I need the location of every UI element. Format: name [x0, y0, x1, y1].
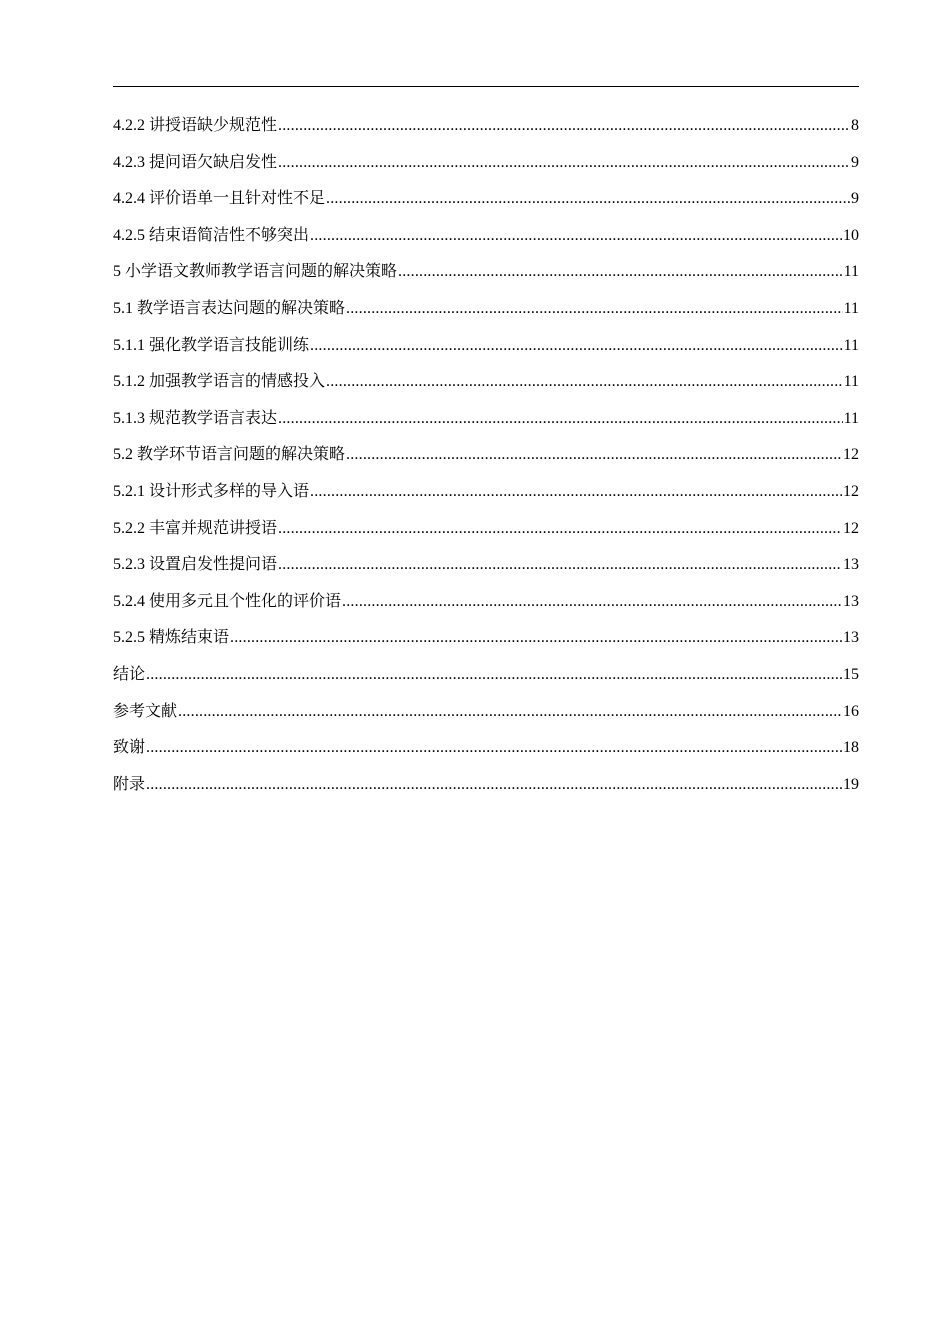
toc-dot-leader [326, 181, 850, 218]
toc-entry-title: 5.2.1 设计形式多样的导入语 [113, 482, 310, 500]
toc-entry-page: 12 [843, 519, 859, 537]
toc-entry-page: 15 [843, 665, 859, 683]
toc-dot-leader [278, 145, 850, 182]
toc-entry[interactable] [113, 364, 859, 401]
toc-dot-leader [398, 254, 843, 291]
toc-entry[interactable] [113, 584, 859, 621]
toc-entry[interactable] [113, 181, 859, 218]
toc-entry-title: 附录 [113, 775, 146, 793]
toc-entry-title: 结论 [113, 665, 146, 683]
toc-entry[interactable] [113, 328, 859, 365]
toc-entry-title: 5.1.2 加强教学语言的情感投入 [113, 373, 326, 391]
toc-entry-page: 12 [843, 446, 859, 464]
toc-dot-leader [310, 218, 842, 255]
toc-dot-leader [346, 291, 843, 328]
toc-entry-title: 5.2.5 精炼结束语 [113, 629, 230, 647]
toc-entry-page: 9 [851, 153, 859, 171]
toc-entry-page: 18 [843, 739, 859, 757]
toc-entry[interactable] [113, 437, 859, 474]
toc-entry-title: 5.2.4 使用多元且个性化的评价语 [113, 592, 342, 610]
toc-entry-title: 4.2.4 评价语单一且针对性不足 [113, 190, 326, 208]
toc-entry[interactable] [113, 657, 859, 694]
toc-entry-title: 5.1 教学语言表达问题的解决策略 [113, 299, 346, 317]
toc-entry-page: 16 [843, 702, 859, 720]
toc-entry-title: 5.1.1 强化教学语言技能训练 [113, 336, 310, 354]
toc-dot-leader [146, 657, 842, 694]
toc-dot-leader [278, 401, 843, 438]
toc-entry-page: 13 [843, 592, 859, 610]
toc-entry[interactable] [113, 620, 859, 657]
toc-entry-page: 8 [851, 117, 859, 134]
toc-entry-title: 4.2.3 提问语欠缺启发性 [113, 153, 278, 171]
toc-dot-leader [310, 474, 842, 511]
toc-entry-title: 5.2 教学环节语言问题的解决策略 [113, 446, 346, 464]
toc-entry[interactable] [113, 108, 859, 145]
toc-entry-title: 5.2.2 丰富并规范讲授语 [113, 519, 278, 537]
toc-entry[interactable] [113, 547, 859, 584]
toc-entry-page: 11 [843, 299, 859, 317]
toc-dot-leader [278, 547, 842, 584]
toc-entry-page: 13 [843, 629, 859, 647]
toc-entry[interactable] [113, 474, 859, 511]
toc-entry-page: 19 [843, 775, 859, 793]
toc-entry-page: 11 [843, 373, 859, 391]
toc-entry-title: 4.2.2 讲授语缺少规范性 [113, 117, 278, 134]
toc-dot-leader [342, 584, 842, 621]
toc-entry-page: 13 [843, 556, 859, 574]
toc-entry-title: 参考文献 [113, 702, 178, 720]
toc-entry-page: 9 [851, 190, 859, 208]
toc-entry-page: 10 [843, 226, 859, 244]
toc-dot-leader [146, 730, 842, 767]
toc-entry[interactable] [113, 218, 859, 255]
header-rule [113, 86, 859, 87]
toc-entry-page: 11 [843, 409, 859, 427]
toc-entry[interactable] [113, 694, 859, 731]
toc-entry-title: 4.2.5 结束语简洁性不够突出 [113, 226, 310, 244]
toc-dot-leader [230, 620, 842, 657]
toc-entry[interactable] [113, 767, 859, 804]
toc-entry[interactable] [113, 254, 859, 291]
toc-dot-leader [278, 511, 842, 548]
toc-dot-leader [178, 694, 842, 731]
toc-dot-leader [346, 437, 842, 474]
toc-entry-title: 5.2.3 设置启发性提问语 [113, 556, 278, 574]
toc-entry-title: 5.1.3 规范教学语言表达 [113, 409, 278, 427]
toc-entry-title: 5 小学语文教师教学语言问题的解决策略 [113, 263, 398, 281]
toc-entry-page: 11 [843, 263, 859, 281]
toc-entry-page: 11 [843, 336, 859, 354]
toc-entry[interactable] [113, 145, 859, 182]
toc-entry[interactable] [113, 730, 859, 767]
toc-dot-leader [278, 108, 850, 145]
toc-dot-leader [310, 328, 843, 365]
toc-dot-leader [326, 364, 843, 401]
toc-dot-leader [146, 767, 842, 804]
toc-entry[interactable] [113, 511, 859, 548]
toc-entry[interactable] [113, 291, 859, 328]
table-of-contents [113, 108, 859, 803]
toc-entry-page: 12 [843, 482, 859, 500]
toc-entry[interactable] [113, 401, 859, 438]
toc-entry-title: 致谢 [113, 739, 146, 757]
